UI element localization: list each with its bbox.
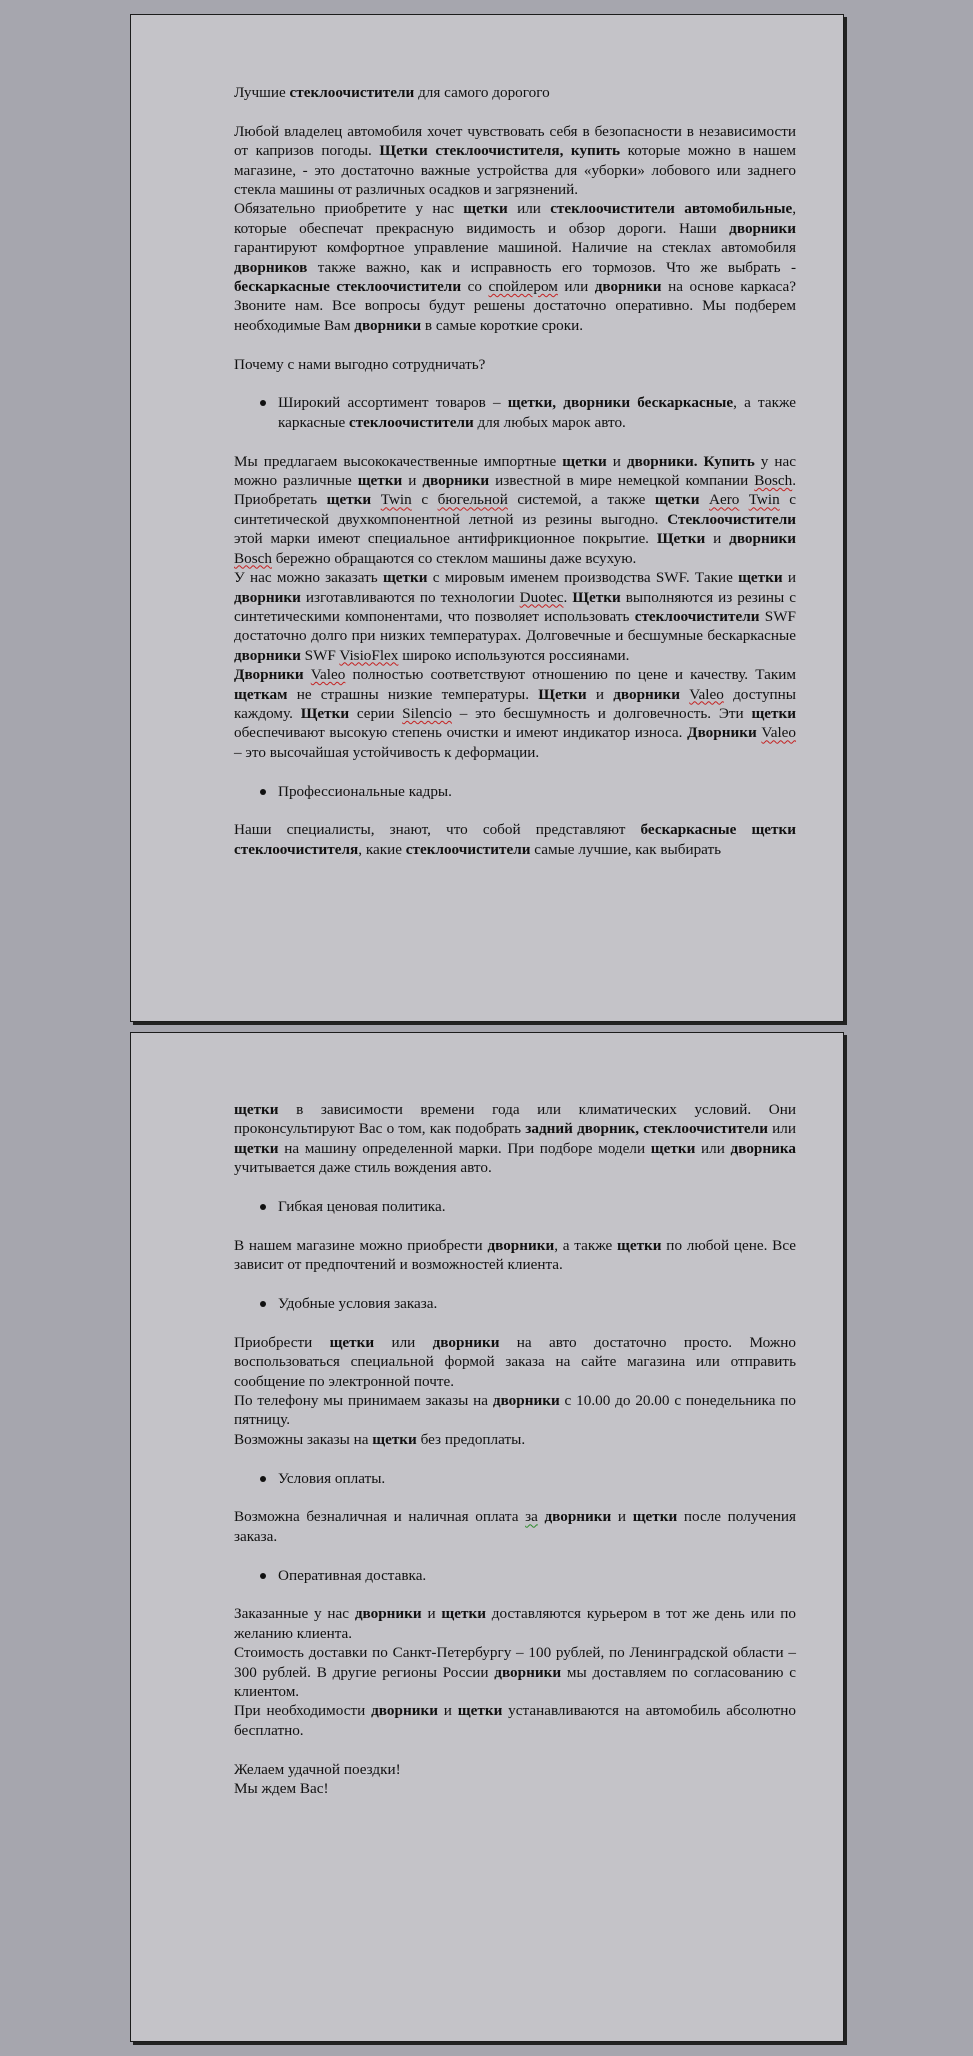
bullet-icon	[260, 1476, 266, 1482]
paragraph: Приобрести щетки или дворники на авто достаточно просто. Можно воспользоваться специальной формой заказа на сайте магазина или отправить сообщение по электронной почте.	[234, 1333, 797, 1390]
list-item: Профессиональные кадры.	[234, 782, 796, 801]
paragraph: Возможны заказы на щетки без предоплаты.	[234, 1430, 526, 1448]
bullet-icon	[260, 1204, 266, 1210]
list-item: Оперативная доставка.	[234, 1566, 796, 1585]
bullet-icon	[260, 400, 266, 406]
bullet-icon	[260, 1301, 266, 1307]
page-2-text	[234, 1100, 796, 1798]
paragraph: Мы предлагаем высококачественные импортные щетки и дворники. Купить у нас можно различные щетки и дворники известной в мире немецкой компании Bosch. Приобретать щетки Twin с бюгельной системой, а также щетки Aero Twin с синтетической двухкомпонентной летной из резины выгодно. Стеклоочистители этой марки имеют специальное антифрикционное покрытие. Щетки и дворники Bosch бережно обращаются со стеклом машины даже всухую.	[234, 452, 796, 567]
paragraph: По телефону мы принимаем заказы на дворники с 10.00 до 20.00 с понедельника по пятницу.	[234, 1392, 796, 1429]
bullet-icon	[260, 1573, 266, 1579]
paragraph: В нашем магазине можно приобрести дворники, а также щетки по любой цене. Все зависит от предпочтений и возможностей клиента.	[234, 1236, 796, 1274]
closing-line: Мы ждем Вас!	[234, 1780, 329, 1798]
closing-line: Желаем удачной поездки!	[234, 1760, 401, 1778]
paragraph: У нас можно заказать щетки с мировым именем производства SWF. Такие щетки и дворники изготавливаются по технологии Duotec. Щетки выполняются из резины с синтетическими компонентами, что позволяет использовать стеклоочистители SWF достаточно долго при низких температурах. Долговечные и бесшумные бескаркасные дворники SWF VisioFlex широко используются россиянами.	[234, 569, 796, 664]
paragraph: Дворники Valeo полностью соответствуют отношению по цене и качеству. Таким щеткам не страшны низкие температуры. Щетки и дворники Valeo доступны каждому. Щетки серии Silencio – это бесшумность и долговечность. Эти щетки обеспечивают высокую степень очистки и имеют индикатор износа. Дворники Valeo – это высочайшая устойчивость к деформации.	[234, 666, 797, 761]
paragraph: Обязательно приобретите у нас щетки или стеклоочистители автомобильные, которые обеспечат прекрасную видимость и обзор дороги. Наши дворники гарантируют комфортное управление машиной. Наличие на стеклах автомобиля дворников также важно, как и исправность его тормозов. Что же выбрать - бескаркасные стеклоочистители со спойлером или дворники на основе каркаса? Звоните нам. Все вопросы будут решены достаточно оперативно. Мы подберем необходимые Вам дворники в самые короткие сроки.	[234, 200, 796, 334]
list-item: Удобные условия заказа.	[234, 1294, 796, 1313]
list-item: Гибкая ценовая политика.	[234, 1197, 796, 1216]
document-page-1	[130, 14, 844, 1022]
paragraph: Заказанные у нас дворники и щетки доставляются курьером в тот же день или по желанию клиента.	[234, 1605, 796, 1642]
list-item: Широкий ассортимент товаров – щетки, дворники бескаркасные, а также каркасные стеклоочистители для любых марок авто.	[234, 393, 796, 432]
paragraph: При необходимости дворники и щетки устанавливаются на автомобиль абсолютно бесплатно.	[234, 1702, 796, 1739]
article-title: Лучшие стеклоочистители для самого дорогого	[234, 84, 550, 101]
document-page-2	[130, 1032, 844, 2042]
page-1-text	[234, 83, 796, 859]
bullet-icon	[260, 789, 266, 795]
paragraph: Стоимость доставки по Санкт-Петербургу – 100 рублей, по Ленинградской области – 300 рублей. В другие регионы России дворники мы доставляем по согласованию с клиентом.	[234, 1644, 796, 1701]
list-item: Условия оплаты.	[234, 1469, 796, 1488]
paragraph: Наши специалисты, знают, что собой представляют бескаркасные щетки стеклоочистителя, какие стеклоочистители самые лучшие, как выбирать	[234, 821, 796, 858]
paragraph: Возможна безналичная и наличная оплата за дворники и щетки после получения заказа.	[234, 1508, 796, 1545]
section-question: Почему с нами выгодно сотрудничать?	[234, 355, 486, 373]
paragraph: Любой владелец автомобиля хочет чувствовать себя в безопасности в независимости от капризов погоды. Щетки стеклоочистителя, купить которые можно в нашем магазине, - это достаточно важные устройства для «уборки» лобового или заднего стекла машины от различных осадков и загрязнений.	[234, 122, 797, 199]
paragraph: щетки в зависимости времени года или климатических условий. Они проконсультируют Вас о том, как подобрать задний дворник, стеклоочистители или щетки на машину определенной марки. При подборе модели щетки или дворника учитывается даже стиль вождения авто.	[234, 1101, 796, 1177]
